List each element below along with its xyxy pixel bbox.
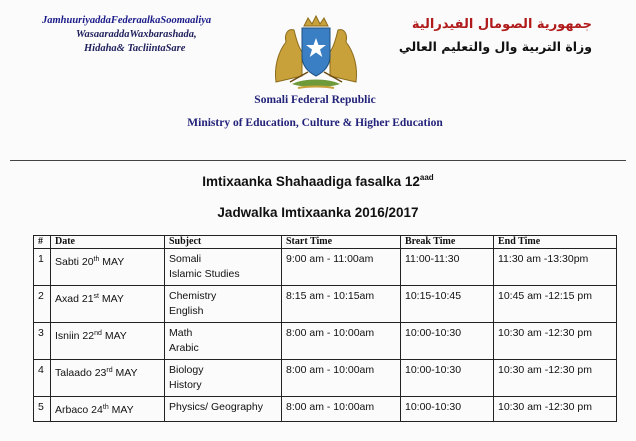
row-break-time: 10:00-10:30 [401,323,494,360]
row-date-suffix: th [102,404,109,411]
row-end-time: 10:45 am -12:15 pm [494,286,617,323]
row-date-month: MAY [112,367,138,379]
header-divider [10,160,626,161]
document-title [0,173,636,189]
row-number: 2 [34,286,51,323]
title-text: Imtixaanka Shahaadiga fasalka 12 [202,174,420,189]
row-subject-1: Somali [169,253,202,265]
row-number: 3 [34,323,51,360]
row-end-time: 10:30 am -12:30 pm [494,323,617,360]
row-start-time: 9:00 am - 11:00am [282,249,401,286]
header-left-line3: Hidaha& TacliintaSare [84,43,186,54]
row-number: 4 [34,360,51,397]
table-row [34,360,617,397]
row-date [51,323,165,360]
row-subject [165,397,282,422]
row-subject [165,286,282,323]
row-date-suffix: th [93,256,100,263]
col-header-end-time: End Time [494,236,617,249]
header-right-line1: جمهورية الصومال الفيدرالية [411,17,592,32]
header-right-line2: وزاة التربية وال والتعليم العالي [398,39,592,54]
row-break-time: 10:00-10:30 [401,397,494,422]
table-header-row [34,236,617,249]
title-superscript: aad [419,173,434,182]
table-row [34,249,617,286]
row-subject-2: History [169,379,202,391]
header-left-line2: WasaaraddaWaxbarashada, [76,29,197,40]
row-date-day: Axad 21 [55,293,94,305]
row-break-time: 10:00-10:30 [401,360,494,397]
row-start-time: 8:00 am - 10:00am [282,360,401,397]
row-date-day: Arbaco 24 [55,404,103,416]
row-subject-1: Physics/ Geography [169,401,263,413]
row-date-suffix: rd [106,367,113,374]
table-row [34,323,617,360]
table-row [34,397,617,422]
row-break-time: 10:15-10:45 [401,286,494,323]
row-date-month: MAY [99,256,125,268]
header-republic-name: Somali Federal Republic [254,94,376,106]
coat-of-arms-emblem [268,12,364,92]
header-ministry-name: Ministry of Education, Culture & Higher Education [187,117,443,129]
header-somali-text [42,14,242,56]
row-end-time: 10:30 am -12:30 pm [494,397,617,422]
row-date-month: MAY [101,330,127,342]
row-end-time: 10:30 am -12:30 pm [494,360,617,397]
row-date [51,360,165,397]
row-date-month: MAY [98,293,124,305]
col-header-subject: Subject [165,236,282,249]
col-header-start-time: Start Time [282,236,401,249]
row-date-suffix: nd [94,330,102,337]
row-date [51,397,165,422]
row-date-suffix: st [93,293,99,300]
row-date-month: MAY [108,404,134,416]
row-subject [165,323,282,360]
row-subject-1: Chemistry [169,290,217,302]
header-arabic-text [382,16,592,60]
row-end-time: 11:30 am -13:30pm [494,249,617,286]
row-start-time: 8:00 am - 10:00am [282,397,401,422]
row-date [51,286,165,323]
row-date-day: Sabti 20 [55,256,94,268]
col-header-date: Date [51,236,165,249]
row-subject-2: English [169,305,204,317]
row-subject-2: Arabic [169,342,199,354]
table-row [34,286,617,323]
col-header-break-time: Break Time [401,236,494,249]
row-subject-1: Biology [169,364,204,376]
row-number: 1 [34,249,51,286]
exam-schedule-table [33,235,617,422]
row-subject-1: Math [169,327,193,339]
row-subject [165,360,282,397]
row-subject [165,249,282,286]
row-start-time: 8:15 am - 10:15am [282,286,401,323]
row-number: 5 [34,397,51,422]
row-subject-2: Islamic Studies [169,268,240,280]
col-header-number: # [34,236,51,249]
row-date-day: Talaado 23 [55,367,107,379]
row-date [51,249,165,286]
row-break-time: 11:00-11:30 [401,249,494,286]
header-left-line1: JamhuuriyaddaFederaalkaSoomaaliya [42,15,212,26]
row-date-day: Isniin 22 [55,330,95,342]
row-start-time: 8:00 am - 10:00am [282,323,401,360]
document-subtitle: Jadwalka Imtixaanka 2016/2017 [217,205,419,220]
